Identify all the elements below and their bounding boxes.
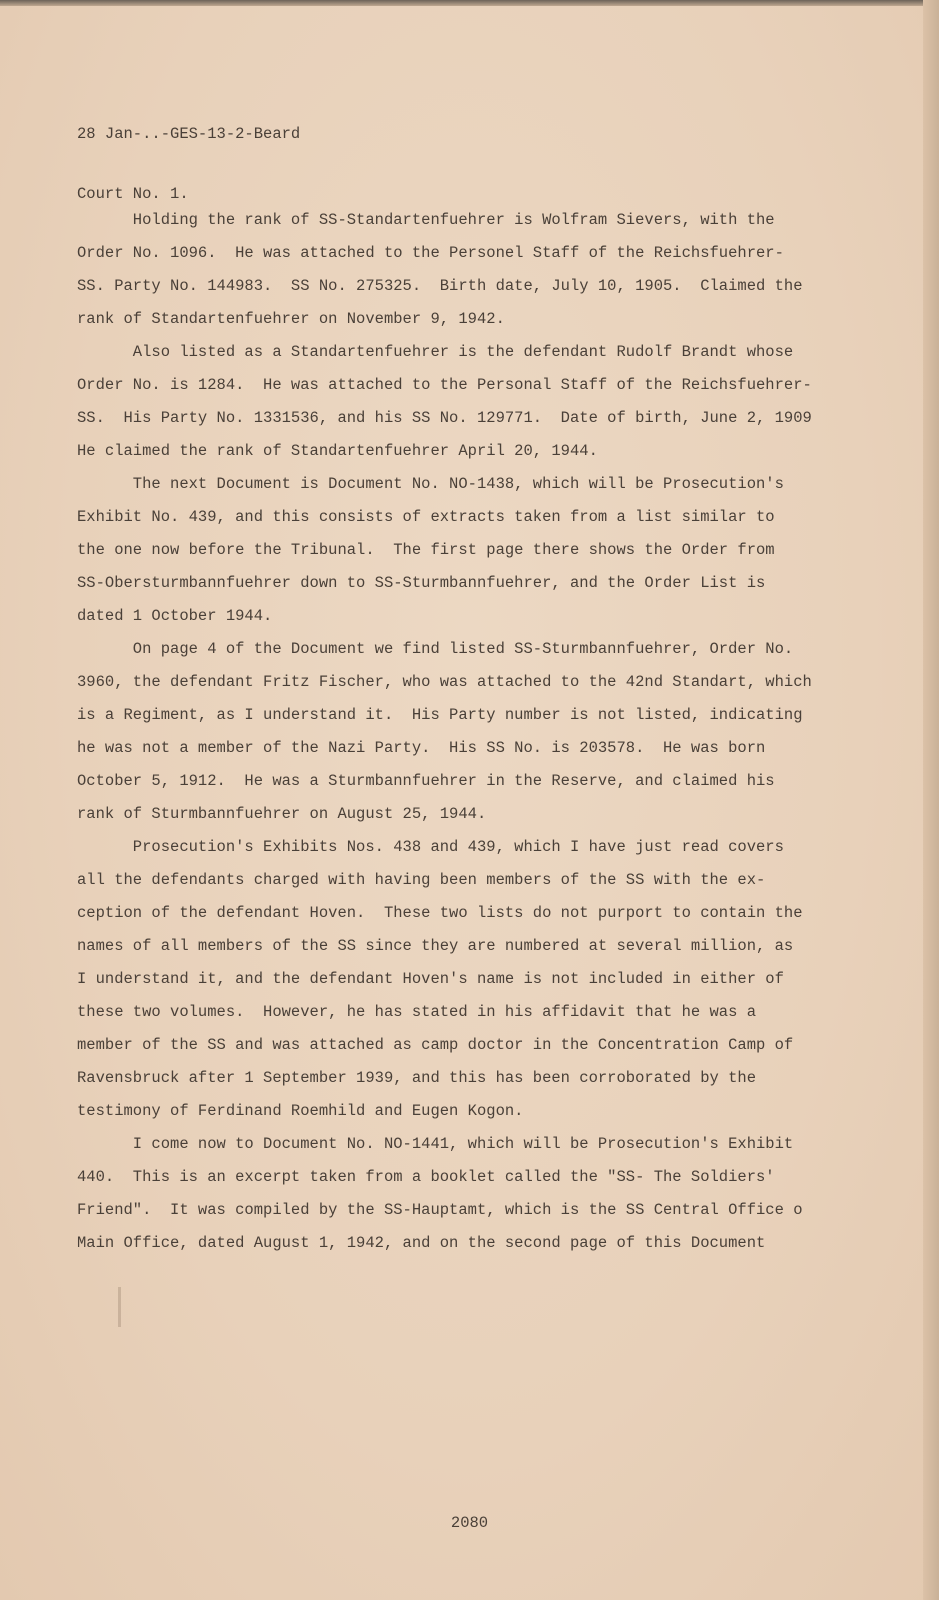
transcript-line: I come now to Document No. NO-1441, which will be Prosecution's Exhibit	[77, 1135, 794, 1153]
transcript-line: ception of the defendant Hoven. These two lists do not purport to contain the	[77, 904, 803, 922]
transcript-line: member of the SS and was attached as camp doctor in the Concentration Camp of	[77, 1036, 794, 1054]
transcript-line: SS-Obersturmbannfuehrer down to SS-Sturmbannfuehrer, and the Order List is	[77, 574, 766, 592]
transcript-line: 3960, the defendant Fritz Fischer, who was attached to the 42nd Standart, which	[77, 673, 812, 691]
transcript-line: Holding the rank of SS-Standartenfuehrer is Wolfram Sievers, with the	[77, 211, 775, 229]
transcript-line: SS. Party No. 144983. SS No. 275325. Birth date, July 10, 1905. Claimed the	[77, 277, 803, 295]
page-number: 2080	[450, 1514, 489, 1532]
header-court: Court No. 1.	[77, 185, 189, 203]
transcript-line: October 5, 1912. He was a Sturmbannfuehrer in the Reserve, and claimed his	[77, 772, 775, 790]
transcript-line: names of all members of the SS since they are numbered at several million, as	[77, 937, 794, 955]
transcript-line: Order No. 1096. He was attached to the Personel Staff of the Reichsfuehrer-	[77, 244, 784, 262]
transcript-line: On page 4 of the Document we find listed SS-Sturmbannfuehrer, Order No.	[77, 640, 794, 658]
page-right-edge	[923, 0, 939, 1600]
transcript-line: He claimed the rank of Standartenfuehrer April 20, 1944.	[77, 442, 598, 460]
transcript-line: Main Office, dated August 1, 1942, and on the second page of this Document	[77, 1234, 766, 1252]
header-reference: 28 Jan-..-GES-13-2-Beard	[77, 125, 301, 143]
transcript-line: Order No. is 1284. He was attached to the Personal Staff of the Reichsfuehrer-	[77, 376, 812, 394]
transcript-line: the one now before the Tribunal. The first page there shows the Order from	[77, 541, 775, 559]
transcript-line: Ravensbruck after 1 September 1939, and this has been corroborated by the	[77, 1069, 757, 1087]
transcript-line: he was not a member of the Nazi Party. His SS No. is 203578. He was born	[77, 739, 766, 757]
transcript-line: testimony of Ferdinand Roemhild and Eugen Kogon.	[77, 1102, 524, 1120]
transcript-line: The next Document is Document No. NO-1438, which will be Prosecution's	[77, 475, 784, 493]
transcript-line: all the defendants charged with having been members of the SS with the ex-	[77, 871, 766, 889]
transcript-line: rank of Sturmbannfuehrer on August 25, 1944.	[77, 805, 487, 823]
transcript-body	[77, 204, 877, 1260]
transcript-line: SS. His Party No. 1331536, and his SS No. 129771. Date of birth, June 2, 1909	[77, 409, 812, 427]
transcript-line: dated 1 October 1944.	[77, 607, 273, 625]
transcript-line: I understand it, and the defendant Hoven's name is not included in either of	[77, 970, 784, 988]
page-top-edge	[0, 0, 939, 6]
transcript-line: Exhibit No. 439, and this consists of extracts taken from a list similar to	[77, 508, 775, 526]
paper-mark	[118, 1287, 121, 1327]
transcript-line: Friend". It was compiled by the SS-Hauptamt, which is the SS Central Office o	[77, 1201, 803, 1219]
transcript-line: rank of Standartenfuehrer on November 9, 1942.	[77, 310, 505, 328]
transcript-line: Prosecution's Exhibits Nos. 438 and 439, which I have just read covers	[77, 838, 784, 856]
transcript-line: 440. This is an excerpt taken from a booklet called the "SS- The Soldiers'	[77, 1168, 775, 1186]
transcript-line: is a Regiment, as I understand it. His Party number is not listed, indicating	[77, 706, 803, 724]
transcript-line: Also listed as a Standartenfuehrer is the defendant Rudolf Brandt whose	[77, 343, 794, 361]
transcript-line: these two volumes. However, he has stated in his affidavit that he was a	[77, 1003, 757, 1021]
